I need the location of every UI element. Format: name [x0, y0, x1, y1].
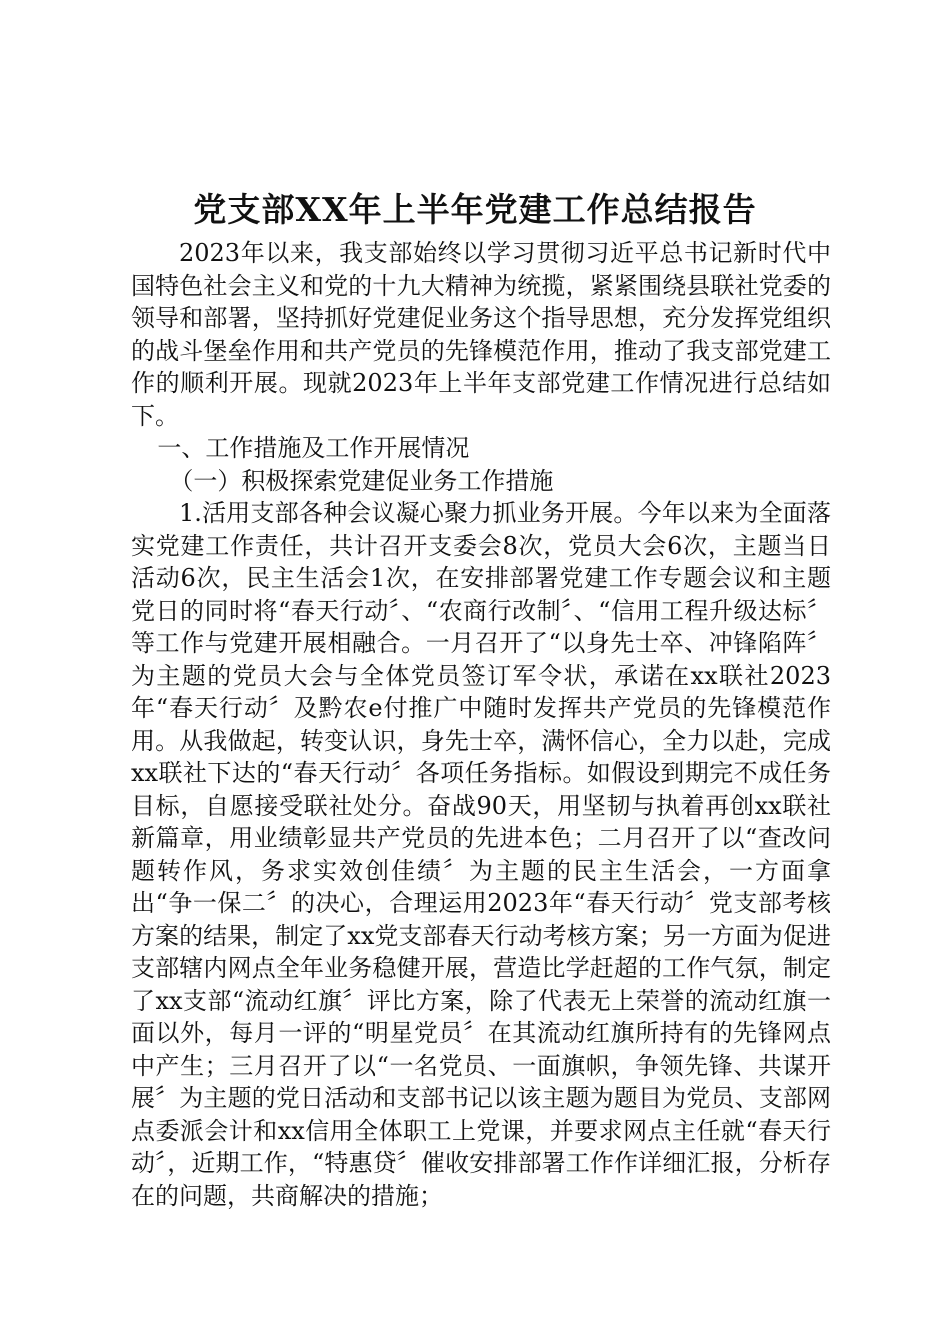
body-paragraph: 1.活用支部各种会议凝心聚力抓业务开展。今年以来为全面落实党建工作责任，共计召开支委会8次，党员大会6次，主题当日活动6次，民主生活会1次，在安排部署党建工作专题会议和主题党日的同时将“春天行动〞、“农商行改制〞、“信用工程升级达标〞等工作与党建开展相融合。一月召开了“以身先士卒、冲锋陷阵〞为主题的党员大会与全体党员签订军令状，承诺在xx联社2023年“春天行动〞及黔农e付推广中随时发挥共产党员的先锋模范作用。从我做起，转变认识，身先士卒，满怀信心，全力以赴，完成xx联社下达的“春天行动〞各项任务指标。如假设到期完不成任务目标，自愿接受联社处分。奋战90天，用坚韧与执着再创xx联社新篇章，用业绩彰显共产党员的先进本色；二月召开了以“查改问题转作风，务求实效创佳绩〞为主题的民主生活会，一方面拿出“争一保二〞的决心，合理运用2023年“春天行动〞党支部考核方案的结果，制定了xx党支部春天行动考核方案；另一方面为促进支部辖内网点全年业务稳健开展，营造比学赶超的工作气氛，制定了xx支部“流动红旗〞评比方案，除了代表无上荣誉的流动红旗一面以外，每月一评的“明星党员〞在其流动红旗所持有的先锋网点中产生；三月召开了以“一名党员、一面旗帜，争领先锋、共谋开展〞为主题的党日活动和支部书记以该主题为题目为党员、支部网点委派会计和xx信用全体职工上党课，并要求网点主任就“春天行动〞，近期工作，“特惠贷〞催收安排部署工作作详细汇报，分析存在的问题，共商解决的措施； — [131, 499, 831, 1210]
section-heading: 一、工作措施及工作开展情况 — [157, 434, 470, 462]
document-title: 党支部XX年上半年党建工作总结报告 — [193, 190, 757, 229]
document-body — [131, 237, 831, 1212]
intro-paragraph: 2023年以来，我支部始终以学习贯彻习近平总书记新时代中国特色社会主义和党的十九大精神为统揽，紧紧围绕县联社党委的领导和部署，坚持抓好党建促业务这个指导思想，充分发挥党组织的战斗堡垒作用和共产党员的先锋模范作用，推动了我支部党建工作的顺利开展。现就2023年上半年支部党建工作情况进行总结如下。 — [131, 239, 831, 430]
subsection-heading: （一）积极探索党建促业务工作措施 — [169, 466, 554, 495]
